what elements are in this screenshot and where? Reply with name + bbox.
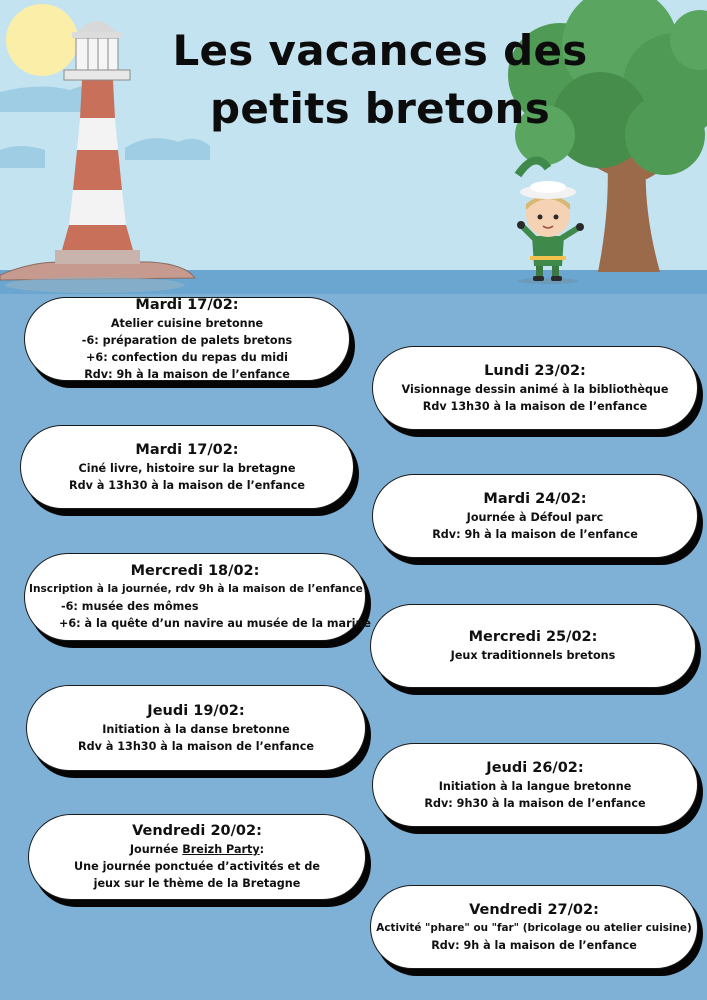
event-heading: Mardi 17/02: (135, 296, 239, 313)
event-line: Rdv 13h30 à la maison de l’enfance (422, 399, 648, 413)
event-line: Rdv: 9h à la maison de l’enfance (84, 367, 290, 381)
event-heading: Jeudi 26/02: (486, 759, 584, 776)
rock-shadow (5, 277, 185, 293)
event-line: Une journée ponctuée d’activités et de (74, 860, 320, 873)
event-line-breizh (37, 841, 357, 858)
event-line: Rdv: 9h à la maison de l’enfance (431, 938, 637, 952)
event-line: +6: confection du repas du midi (86, 350, 288, 364)
event-line: Jeux traditionnels bretons (450, 649, 616, 662)
event-line: Initiation à la langue bretonne (438, 779, 632, 793)
event-card-mercredi-25 (370, 604, 696, 688)
event-line: +6: à la quête d’un navire au musée de la marine (59, 617, 372, 630)
event-card-jeudi-26 (372, 743, 698, 827)
event-card-mardi-24 (372, 474, 698, 558)
event-line: Rdv: 9h à la maison de l’enfance (432, 527, 638, 541)
event-line: Atelier cuisine bretonne (110, 316, 264, 330)
event-line-suffix: : (259, 843, 265, 856)
event-heading: Mardi 17/02: (135, 441, 239, 458)
event-line: Rdv à 13h30 à la maison de l’enfance (69, 478, 305, 492)
event-line: Rdv à 13h30 à la maison de l’enfance (78, 739, 314, 753)
event-line: Visionnage dessin animé à la bibliothèque (401, 382, 669, 396)
event-heading: Vendredi 27/02: (469, 901, 599, 918)
event-line: Activité "phare" ou "far" (bricolage ou atelier cuisine) (376, 921, 692, 934)
event-heading: Mercredi 25/02: (468, 629, 598, 645)
event-line: -6: préparation de palets bretons (81, 333, 293, 347)
event-line: Inscription à la journée, rdv 9h à la maison de l’enfance (29, 583, 363, 595)
sun-icon (6, 4, 78, 76)
page-title: Les vacances des petits bretons (172, 26, 588, 133)
event-card-jeudi-19 (26, 685, 366, 771)
event-card-vendredi-27 (370, 885, 698, 969)
event-card-mercredi-18 (24, 553, 372, 641)
event-card-lundi-23 (372, 346, 698, 430)
breizh-party-link[interactable]: Breizh Party (182, 843, 260, 856)
event-line: jeux sur le thème de la Bretagne (93, 877, 301, 890)
event-heading: Lundi 23/02: (484, 362, 586, 379)
event-line: Rdv: 9h30 à la maison de l’enfance (424, 796, 646, 810)
event-line: Journée à Défoul parc (466, 510, 604, 524)
event-line: -6: musée des mômes (61, 600, 199, 613)
event-heading: Vendredi 20/02: (132, 823, 262, 839)
event-card-mardi-17-cuisine (24, 297, 350, 381)
event-line-prefix: Journée (129, 843, 183, 856)
event-heading: Mardi 24/02: (483, 490, 587, 507)
event-line: Initiation à la danse bretonne (102, 722, 290, 736)
event-line: Ciné livre, histoire sur la bretagne (78, 461, 296, 475)
event-card-vendredi-20 (28, 814, 366, 900)
event-heading: Mercredi 18/02: (130, 563, 260, 579)
event-card-mardi-17-cine (20, 425, 354, 509)
event-heading: Jeudi 19/02: (147, 702, 245, 719)
